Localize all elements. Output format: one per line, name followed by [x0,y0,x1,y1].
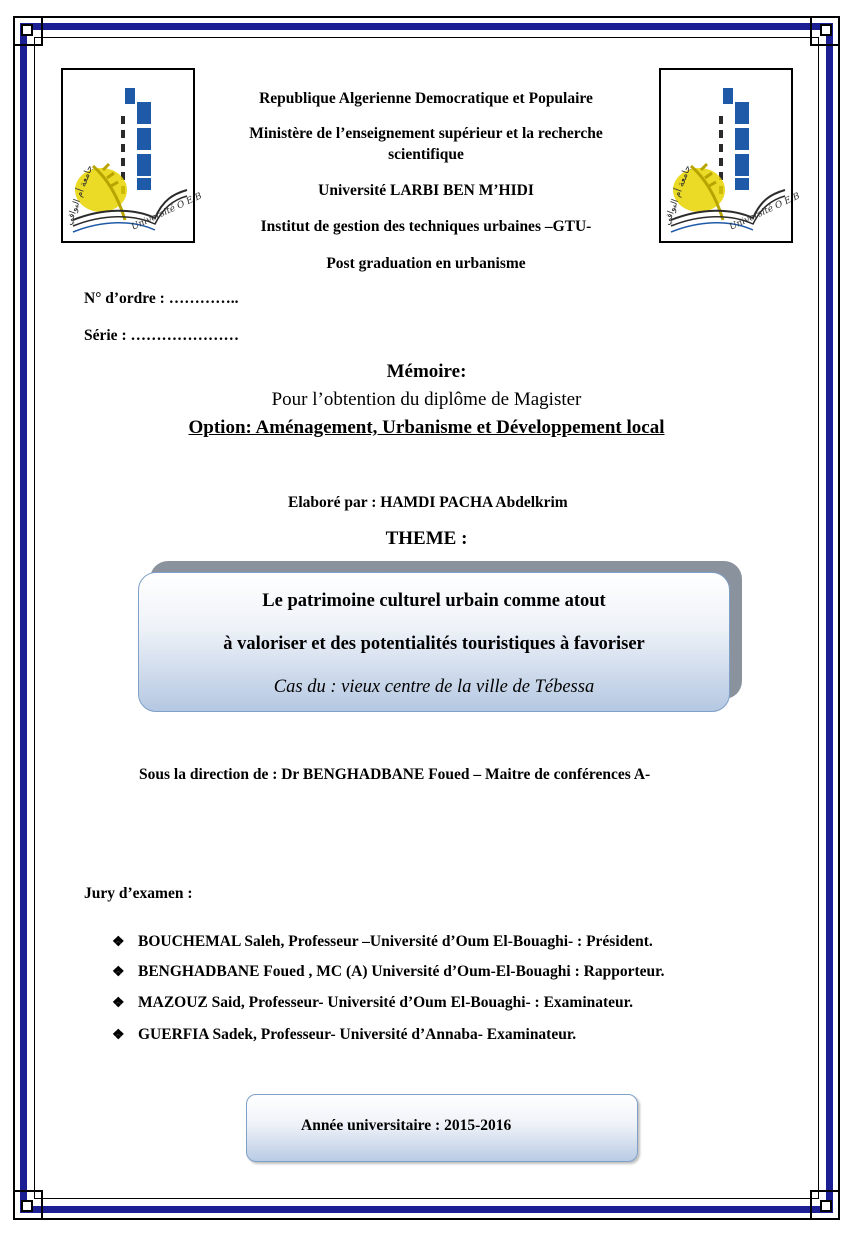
logo-latin-text: Université O E B [130,191,204,233]
memoire-title: Mémoire: [386,361,467,382]
ministry-line-1: Ministère de l’enseignement supérieur et la recherche [249,125,603,142]
jury-member [112,994,633,1012]
logo-latin-text: Université O E B [728,191,802,233]
memoire-option: Option: Aménagement, Urbanisme et Développement local [188,417,665,438]
frame-corner-top-left [13,16,43,46]
program-name: Post graduation en urbanisme [326,255,526,272]
jury-member-text: BOUCHEMAL Saleh, Professeur –Université d’Oum El-Bouaghi- : Président. [138,933,653,950]
ordre-field: N° d’ordre : ………….. [84,290,239,307]
frame-corner-bottom-left [13,1190,43,1220]
country-name: Republique Algerienne Democratique et Populaire [259,90,593,107]
university-emblem-icon [661,70,802,241]
university-logo-right [659,68,802,243]
jury-member-text: GUERFIA Sadek, Professeur- Université d’Annaba- Examinateur. [138,1026,577,1043]
university-name: Université LARBI BEN M’HIDI [318,182,534,199]
ministry-line-2: scientifique [388,146,464,163]
logo-arabic-text: جامعة أم البواقي [662,164,694,227]
jury-member [112,1026,576,1044]
academic-year: Année universitaire : 2015-2016 [301,1117,512,1134]
diamond-bullet-icon: ❖ [112,935,125,950]
author-line: Elaboré par : HAMDI PACHA Abdelkrim [288,494,568,511]
theme-line-1: Le patrimoine culturel urbain comme atout [262,591,606,611]
supervisor-line: Sous la direction de : Dr BENGHADBANE Foued – Maitre de conférences A- [139,766,651,783]
institute-name: Institut de gestion des techniques urbaines –GTU- [260,218,592,235]
theme-label: THEME : [385,528,468,549]
memoire-subtitle: Pour l’obtention du diplôme de Magister [271,389,582,410]
diamond-bullet-icon: ❖ [112,996,125,1011]
theme-line-2: à valoriser et des potentialités touristiques à favoriser [223,634,645,654]
jury-member [112,963,664,981]
jury-label: Jury d’examen : [84,885,193,902]
theme-line-3: Cas du : vieux centre de la ville de Tébessa [273,677,595,697]
frame-corner-bottom-right [810,1190,840,1220]
university-logo-left [61,68,204,243]
logo-arabic-text: جامعة أم البواقي [64,164,96,227]
university-emblem-icon [63,70,204,241]
jury-member [112,933,653,951]
jury-member-text: MAZOUZ Said, Professeur- Université d’Oum El-Bouaghi- : Examinateur. [138,994,634,1011]
serie-field: Série : ………………… [84,327,239,344]
jury-member-text: BENGHADBANE Foued , MC (A) Université d’Oum-El-Bouaghi : Rapporteur. [138,963,665,980]
frame-corner-top-right [810,16,840,46]
diamond-bullet-icon: ❖ [112,965,125,980]
diamond-bullet-icon: ❖ [112,1028,125,1043]
